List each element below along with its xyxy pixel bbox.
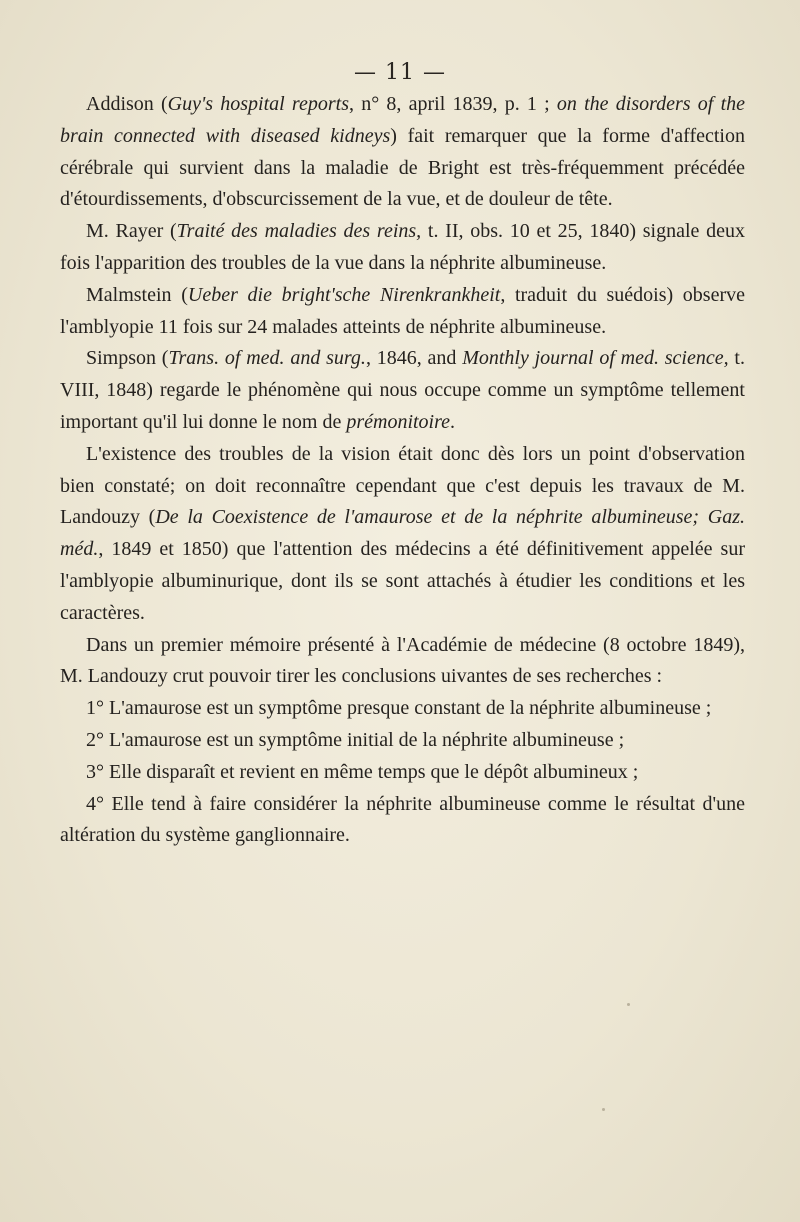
text-run: Simpson ( xyxy=(86,347,169,370)
italic-run: De la Coexistence de l'amaurose et de la néphrite albumineuse; Gaz. méd. xyxy=(60,506,745,561)
paragraph xyxy=(60,693,745,725)
body-text xyxy=(60,89,745,852)
paragraph xyxy=(60,725,745,757)
paragraph xyxy=(60,280,745,344)
text-run: , 1849 et 1850) que l'attention des médecins a été définitivement appelée sur l'amblyopie albuminurique, dont ils se sont attachés à étudier les conditions et les caractères. xyxy=(60,538,745,624)
italic-run: Traité des maladies des reins, xyxy=(176,220,422,243)
text-run: Malmstein ( xyxy=(86,283,188,306)
italic-run: Trans. of med. and surg. xyxy=(168,347,366,370)
paper-speck xyxy=(602,1108,605,1111)
page-number: — 11 — xyxy=(354,60,446,85)
paragraph xyxy=(60,439,745,630)
text-run: , 1846, and xyxy=(365,347,463,370)
text-run: , n° 8, april 1839, p. 1 ; xyxy=(348,93,557,115)
text-run: 2° L'amaurose est un symptôme initial de la néphrite albumineuse ; xyxy=(86,728,625,751)
text-run: t. II, obs. 10 et 25, 1840) signale deux fois l'apparition des troubles de la vue dans la néphrite albumineuse. xyxy=(60,220,746,274)
text-run: ) fait remarquer que la forme d'affection cérébrale qui survient dans la maladie de Bright est très-fréquemment précédée d'étourdissements, d'obscurcissement de la vue, et de douleur de tête. xyxy=(60,124,745,211)
text-run: , traduit du suédois) observe l'amblyopie 11 fois sur 24 malades atteints de néphrite albumineuse. xyxy=(60,283,745,338)
paragraph xyxy=(60,343,745,438)
paragraph xyxy=(60,89,745,216)
italic-run: Guy's hospital reports xyxy=(167,93,349,115)
text-run: Addison ( xyxy=(86,93,168,115)
text-run: t. VIII, 1848) regarde le phénomène qui nous occupe comme un symptôme tellement important qu'il lui donne le nom de xyxy=(60,347,745,433)
text-run: L'existence des troubles de la vision était donc dès lors un point d'observation bien constaté; on doit reconnaître cependant que c'est depuis les travaux de M. Landouzy ( xyxy=(60,442,745,529)
paragraph xyxy=(60,757,745,789)
text-run: 4° Elle tend à faire considérer la néphrite albumineuse comme le résultat d'une altération du système ganglionnaire. xyxy=(60,792,745,847)
text-run: Dans un premier mémoire présenté à l'Académie de médecine (8 octobre 1849), M. Landouzy crut pouvoir tirer les conclusions uivantes de ses recherches : xyxy=(60,633,745,688)
text-run: M. Rayer ( xyxy=(86,220,177,243)
italic-run: Monthly journal of med. science, xyxy=(462,347,729,370)
paper-speck xyxy=(627,1003,630,1006)
italic-run: Ueber die bright'sche Nirenkrankheit xyxy=(187,283,501,306)
text-run: . xyxy=(450,410,456,433)
text-run: 3° Elle disparaît et revient en même temps que le dépôt albumineux ; xyxy=(86,760,639,783)
text-run: 1° L'amaurose est un symptôme presque constant de la néphrite albumineuse ; xyxy=(86,697,712,720)
paragraph xyxy=(60,789,745,853)
paragraph xyxy=(60,216,745,280)
paragraph xyxy=(60,630,745,694)
italic-run: prémonitoire xyxy=(346,410,451,433)
italic-run: on the disorders of the brain connected with diseased kidneys xyxy=(60,93,746,147)
